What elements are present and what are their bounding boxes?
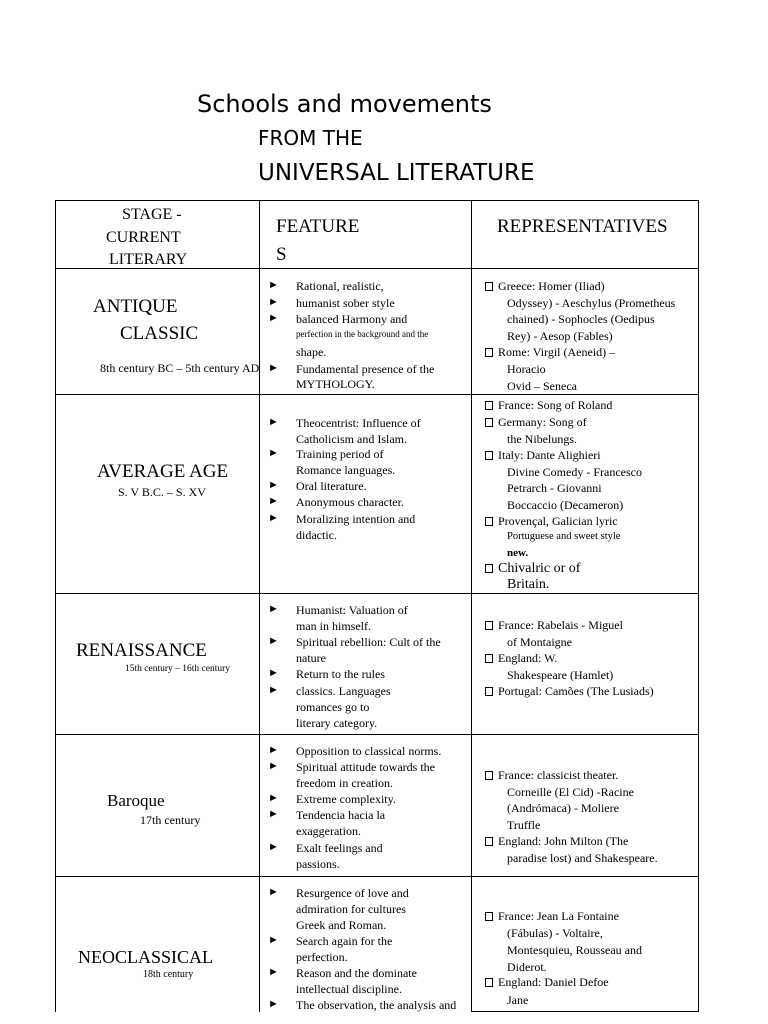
- representative-item: chained) - Sophocles (Oedipus: [507, 312, 655, 326]
- feature-item: Rational, realistic,: [296, 279, 384, 293]
- table-border: [55, 734, 699, 735]
- representative-item: Corneille (El Cid) -Racine: [507, 785, 634, 799]
- representative-item: Diderot.: [507, 960, 547, 974]
- representative-item: (Andrómaca) - Moliere: [507, 801, 619, 815]
- feature-item: literary category.: [296, 716, 378, 730]
- feature-item: Fundamental presence of the: [296, 362, 435, 376]
- representative-item: of Montaigne: [507, 635, 572, 649]
- feature-item: Extreme complexity.: [296, 792, 396, 806]
- bullet-icon: ►: [268, 362, 279, 374]
- representative-item: Rey) - Aesop (Fables): [507, 329, 613, 343]
- bullet-icon: ►: [268, 279, 279, 291]
- feature-item: The observation, the analysis and: [296, 998, 457, 1012]
- feature-item: balanced Harmony and: [296, 312, 408, 326]
- representative-item: England: W.: [485, 651, 557, 666]
- bullet-icon: ►: [268, 447, 279, 459]
- page-subtitle: FROM THE: [258, 126, 363, 150]
- feature-item: perfection in the background and the: [296, 329, 429, 339]
- header-stage-line: LITERARY: [109, 251, 188, 268]
- feature-item: Resurgence of love and: [296, 886, 409, 900]
- feature-item: Reason and the dominate: [296, 966, 417, 980]
- feature-item: Humanist: Valuation of: [296, 603, 408, 617]
- table-border: [55, 200, 56, 1012]
- stage-name: ANTIQUE: [93, 296, 178, 317]
- checkbox-icon: [485, 564, 493, 573]
- stage-name: RENAISSANCE: [76, 640, 207, 661]
- representative-item: Shakespeare (Hamlet): [507, 668, 614, 682]
- stage-period: 8th century BC – 5th century AD: [100, 361, 260, 375]
- table-border: [698, 200, 699, 1012]
- representative-item: Italy: Dante Alighieri: [485, 448, 601, 463]
- bullet-icon: ►: [268, 934, 279, 946]
- representative-item: Montesquieu, Rousseau and: [507, 943, 642, 957]
- checkbox-icon: [485, 418, 493, 427]
- feature-item: passions.: [296, 857, 340, 871]
- bullet-icon: ►: [268, 744, 279, 756]
- stage-name: Baroque: [107, 791, 165, 810]
- feature-item: perfection.: [296, 950, 348, 964]
- representative-item: (Fábulas) - Voltaire,: [507, 926, 603, 940]
- feature-item: humanist sober style: [296, 296, 395, 310]
- bullet-icon: ►: [268, 966, 279, 978]
- representative-item: France: Rabelais - Miguel: [485, 618, 623, 633]
- page-subtitle-2: UNIVERSAL LITERATURE: [258, 160, 535, 186]
- representative-item: Divine Comedy - Francesco: [507, 465, 642, 479]
- representative-item: Britain.: [507, 577, 550, 592]
- representative-item: Truffle: [507, 818, 541, 832]
- stage-period: 15th century – 16th century: [125, 664, 231, 674]
- table-border: [55, 268, 699, 269]
- checkbox-icon: [485, 837, 493, 846]
- stage-period: 17th century: [140, 813, 201, 827]
- checkbox-icon: [485, 978, 493, 987]
- representative-item: Provençal, Galician lyric: [485, 514, 618, 529]
- header-stage-line: CURRENT: [106, 229, 181, 246]
- feature-item: romances go to: [296, 700, 370, 714]
- stage-name: NEOCLASSICAL: [78, 947, 214, 967]
- representative-item: new.: [507, 547, 529, 559]
- representative-item: France: classicist theater.: [485, 768, 618, 783]
- stage-period: S. V B.C. – S. XV: [118, 485, 206, 499]
- representative-item: England: Daniel Defoe: [485, 975, 609, 990]
- stage-period: 18th century: [143, 969, 194, 980]
- checkbox-icon: [485, 401, 493, 410]
- stage-name: AVERAGE AGE: [97, 461, 229, 482]
- feature-item: nature: [296, 651, 326, 665]
- bullet-icon: ►: [268, 684, 279, 696]
- feature-item: Tendencia hacia la: [296, 808, 386, 822]
- feature-item: admiration for cultures: [296, 902, 406, 916]
- bullet-icon: ►: [268, 808, 279, 820]
- representative-item: Portuguese and sweet style: [507, 531, 621, 542]
- bullet-icon: ►: [268, 479, 279, 491]
- feature-item: Spiritual rebellion: Cult of the: [296, 635, 441, 649]
- checkbox-icon: [485, 282, 493, 291]
- representative-item: Rome: Virgil (Aeneid) –: [485, 345, 615, 360]
- table-border: [259, 200, 260, 1012]
- representative-item: Petrarch - Giovanni: [507, 481, 602, 495]
- checkbox-icon: [485, 517, 493, 526]
- bullet-icon: ►: [268, 512, 279, 524]
- bullet-icon: ►: [268, 667, 279, 679]
- representative-item: the Nibelungs.: [507, 432, 577, 446]
- checkbox-icon: [485, 771, 493, 780]
- checkbox-icon: [485, 348, 493, 357]
- bullet-icon: ►: [268, 635, 279, 647]
- feature-item: Romance languages.: [296, 463, 396, 477]
- bullet-icon: ►: [268, 603, 279, 615]
- bullet-icon: ►: [268, 495, 279, 507]
- bullet-icon: ►: [268, 312, 279, 324]
- feature-item: Oral literature.: [296, 479, 367, 493]
- feature-item: Search again for the: [296, 934, 393, 948]
- feature-item: freedom in creation.: [296, 776, 393, 790]
- table-border: [471, 1011, 699, 1012]
- header-representatives: REPRESENTATIVES: [497, 216, 668, 237]
- feature-item: man in himself.: [296, 619, 371, 633]
- representative-item: paradise lost) and Shakespeare.: [507, 851, 658, 865]
- feature-item: Spiritual attitude towards the: [296, 760, 435, 774]
- feature-item: Anonymous character.: [296, 495, 404, 509]
- feature-item: classics. Languages: [296, 684, 391, 698]
- header-stage-line: STAGE -: [122, 206, 182, 223]
- feature-item: Theocentrist: Influence of: [296, 416, 421, 430]
- checkbox-icon: [485, 912, 493, 921]
- bullet-icon: ►: [268, 886, 279, 898]
- bullet-icon: ►: [268, 998, 279, 1010]
- table-border: [471, 200, 472, 1012]
- header-features-line: S: [276, 244, 287, 265]
- bullet-icon: ►: [268, 792, 279, 804]
- stage-name: CLASSIC: [120, 323, 199, 344]
- feature-item: Opposition to classical norms.: [296, 744, 442, 758]
- representative-item: France: Jean La Fontaine: [485, 909, 619, 924]
- checkbox-icon: [485, 687, 493, 696]
- checkbox-icon: [485, 654, 493, 663]
- feature-item: MYTHOLOGY.: [296, 377, 375, 391]
- representative-item: Odyssey) - Aeschylus (Prometheus: [507, 296, 676, 310]
- representative-item: Germany: Song of: [485, 415, 587, 430]
- table-border: [55, 876, 699, 877]
- feature-item: Moralizing intention and: [296, 512, 416, 526]
- feature-item: exaggeration.: [296, 824, 361, 838]
- bullet-icon: ►: [268, 416, 279, 428]
- bullet-icon: ►: [268, 296, 279, 308]
- representative-item: Boccaccio (Decameron): [507, 498, 624, 512]
- bullet-icon: ►: [268, 760, 279, 772]
- checkbox-icon: [485, 451, 493, 460]
- representative-item: France: Song of Roland: [485, 398, 612, 413]
- representative-item: England: John Milton (The: [485, 834, 628, 849]
- table-border: [55, 394, 699, 395]
- representative-item: Chivalric or of: [485, 561, 580, 577]
- feature-item: Exalt feelings and: [296, 841, 383, 855]
- representative-item: Horacio: [507, 362, 546, 376]
- table-border: [55, 593, 699, 594]
- representative-item: Jane: [507, 993, 529, 1007]
- feature-item: didactic.: [296, 528, 337, 542]
- feature-item: Return to the rules: [296, 667, 385, 681]
- feature-item: intellectual discipline.: [296, 982, 402, 996]
- feature-item: Greek and Roman.: [296, 918, 387, 932]
- feature-item: Training period of: [296, 447, 384, 461]
- representative-item: Greece: Homer (Iliad): [485, 279, 605, 294]
- representative-item: Ovid – Seneca: [507, 379, 577, 393]
- bullet-icon: ►: [268, 841, 279, 853]
- table-border: [55, 200, 699, 201]
- representative-item: Portugal: Camões (The Lusiads): [485, 684, 654, 699]
- feature-item: shape.: [296, 345, 327, 359]
- page-title: Schools and movements: [197, 90, 492, 118]
- checkbox-icon: [485, 621, 493, 630]
- header-features-line: FEATURE: [276, 216, 360, 237]
- feature-item: Catholicism and Islam.: [296, 432, 407, 446]
